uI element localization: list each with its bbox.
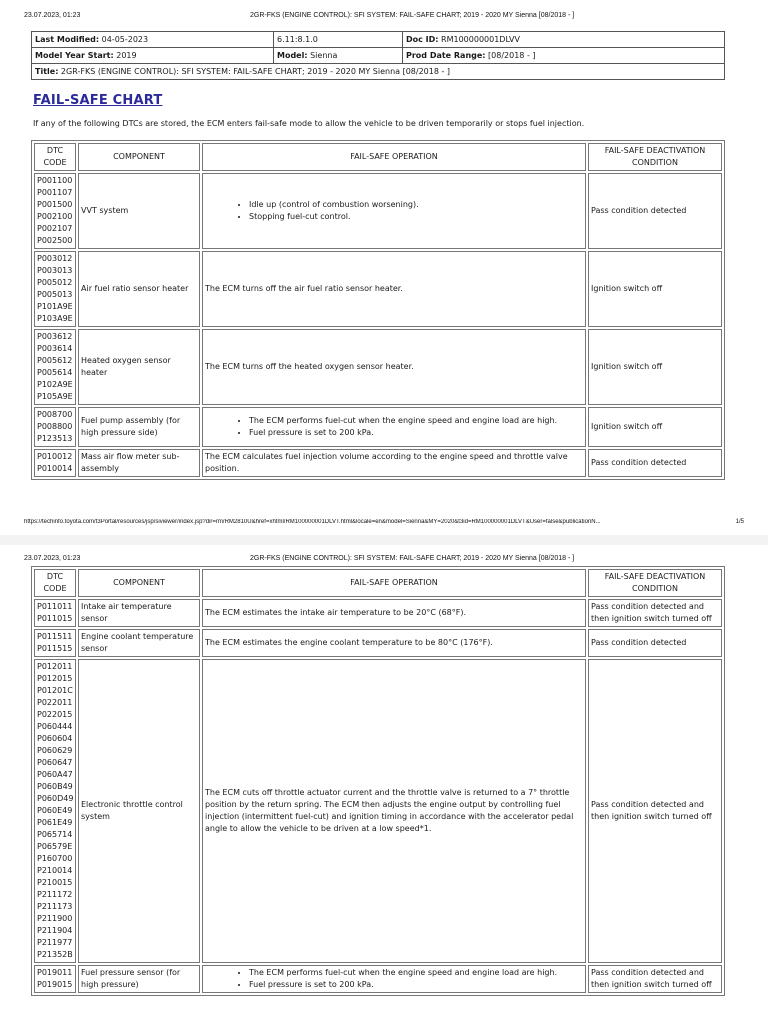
dtc-code: P060604	[37, 734, 73, 743]
condition-cell: Ignition switch off	[588, 251, 722, 327]
column-header: FAIL-SAFE OPERATION	[202, 569, 586, 597]
dtc-code: P010014	[37, 464, 73, 473]
dtc-code: P003013	[37, 266, 73, 275]
operation-list	[205, 967, 583, 991]
version-cell: 6.11:8.1.0	[274, 32, 403, 48]
dtc-code: P060629	[37, 746, 73, 755]
dtc-code: P011511	[37, 632, 73, 641]
dtc-code: P01201C	[37, 686, 73, 695]
dtc-code: P211904	[37, 926, 73, 935]
dtc-code: P008800	[37, 422, 73, 431]
operation-item: • Stopping fuel-cut control.	[249, 211, 583, 223]
condition-cell: Pass condition detected and then ignition switch turned off	[588, 599, 722, 627]
dtc-code: P102A9E	[37, 380, 73, 389]
component-cell: Heated oxygen sensor heater	[78, 329, 200, 405]
dtc-code: P012011	[37, 662, 73, 671]
dtc-code: P003614	[37, 344, 73, 353]
component-cell: Fuel pump assembly (for high pressure side)	[78, 407, 200, 447]
dtc-code: P06579E	[37, 842, 73, 851]
dtc-code: P003612	[37, 332, 73, 341]
component-cell: Mass air flow meter sub-assembly	[78, 449, 200, 477]
table-row	[34, 659, 722, 963]
dtc-code: P008700	[37, 410, 73, 419]
dtc-code: P21352B	[37, 950, 73, 959]
column-header: DTC CODE	[34, 569, 76, 597]
page-2-content	[0, 566, 768, 1024]
dtc-code: P061E49	[37, 818, 73, 827]
dtc-code: P065714	[37, 830, 73, 839]
dtc-code: P160700	[37, 854, 73, 863]
table-row	[34, 173, 722, 249]
table-row	[34, 965, 722, 993]
footer-url[interactable]: https://techinfo.toyota.com/t3Portal/resources/jsp/siviewer/index.jsp?dir=rm/RM2810U&href=xhtml/RM100000001DLVT.html&locale=en&model=Sienna&MY=2020&t3id=RM100000001DLVT&User=false&publicationN...	[24, 519, 601, 525]
dtc-code: P022015	[37, 710, 73, 719]
column-header: FAIL-SAFE OPERATION	[202, 143, 586, 171]
dtc-code: P211173	[37, 902, 73, 911]
dtc-code: P060A47	[37, 770, 73, 779]
dtc-code-cell	[34, 599, 76, 627]
component-cell: Electronic throttle control system	[78, 659, 200, 963]
dtc-code: P019011	[37, 968, 73, 977]
intro-text: If any of the following DTCs are stored, the ECM enters fail-safe mode to allow the vehicle to be driven temporarily or stops fuel injection.	[33, 119, 585, 128]
dtc-code: P060D49	[37, 794, 74, 803]
dtc-code: P060B49	[37, 782, 73, 791]
print-header	[24, 555, 744, 565]
dtc-code: P001107	[37, 188, 73, 197]
component-cell: Fuel pressure sensor (for high pressure)	[78, 965, 200, 993]
title-cell: Title: 2GR-FKS (ENGINE CONTROL): SFI SYSTEM: FAIL-SAFE CHART; 2019 - 2020 MY Sienna [08/2018 - ]	[32, 64, 725, 80]
operation-cell: The ECM turns off the heated oxygen sensor heater.	[202, 329, 586, 405]
table-row	[34, 251, 722, 327]
operation-cell: The ECM estimates the engine coolant temperature to be 80°C (176°F).	[202, 629, 586, 657]
condition-cell: Pass condition detected and then ignition switch turned off	[588, 659, 722, 963]
dtc-code-cell	[34, 251, 76, 327]
dtc-code: P012015	[37, 674, 73, 683]
dtc-code: P003012	[37, 254, 73, 263]
condition-cell: Pass condition detected	[588, 449, 722, 477]
operation-item: • Idle up (control of combustion worsening).	[249, 199, 583, 211]
dtc-code: P060444	[37, 722, 73, 731]
operation-item: • The ECM performs fuel-cut when the engine speed and engine load are high.	[249, 415, 583, 427]
dtc-code: P011515	[37, 644, 73, 653]
table-row	[34, 629, 722, 657]
dtc-code: P060647	[37, 758, 73, 767]
dtc-code: P101A9E	[37, 302, 73, 311]
dtc-code: P005013	[37, 290, 73, 299]
operation-cell	[202, 965, 586, 993]
dtc-code: P005612	[37, 356, 73, 365]
table-row	[34, 449, 722, 477]
dtc-code: P123513	[37, 434, 73, 443]
table-row	[34, 407, 722, 447]
operation-cell: The ECM calculates fuel injection volume according to the engine speed and throttle valve position.	[202, 449, 586, 477]
print-title: 2GR-FKS (ENGINE CONTROL): SFI SYSTEM: FAIL-SAFE CHART; 2019 - 2020 MY Sienna [08/2018 - ]	[250, 12, 575, 19]
component-cell: VVT system	[78, 173, 200, 249]
model-cell: Model: Sienna	[274, 48, 403, 64]
column-header: FAIL-SAFE DEACTIVATION CONDITION	[588, 569, 722, 597]
dtc-code: P005012	[37, 278, 73, 287]
page-title[interactable]: FAIL-SAFE CHART	[33, 93, 163, 108]
condition-cell: Pass condition detected and then ignition switch turned off	[588, 965, 722, 993]
dtc-code: P210014	[37, 866, 73, 875]
column-header: FAIL-SAFE DEACTIVATION CONDITION	[588, 143, 722, 171]
column-header: DTC CODE	[34, 143, 76, 171]
dtc-code: P103A9E	[37, 314, 73, 323]
dtc-code: P011015	[37, 614, 73, 623]
dtc-code: P022011	[37, 698, 73, 707]
operation-list	[205, 199, 583, 223]
table-row	[34, 329, 722, 405]
last-modified-cell: Last Modified: 04-05-2023	[32, 32, 274, 48]
dtc-code: P211900	[37, 914, 73, 923]
dtc-code: P002100	[37, 212, 73, 221]
operation-cell: The ECM estimates the intake air temperature to be 20°C (68°F).	[202, 599, 586, 627]
model-year-cell: Model Year Start: 2019	[32, 48, 274, 64]
dtc-code: P019015	[37, 980, 73, 989]
page-separator	[0, 535, 768, 545]
dtc-code: P001500	[37, 200, 73, 209]
print-title: 2GR-FKS (ENGINE CONTROL): SFI SYSTEM: FAIL-SAFE CHART; 2019 - 2020 MY Sienna [08/2018 - ]	[250, 555, 575, 562]
dtc-code-cell	[34, 659, 76, 963]
dtc-code: P060E49	[37, 806, 73, 815]
operation-item: • The ECM performs fuel-cut when the engine speed and engine load are high.	[249, 967, 583, 979]
fail-safe-table-continued	[31, 566, 725, 996]
prod-range-cell: Prod Date Range: [08/2018 - ]	[403, 48, 725, 64]
operation-item: • Fuel pressure is set to 200 kPa.	[249, 427, 583, 439]
dtc-code: P001100	[37, 176, 73, 185]
dtc-code: P005614	[37, 368, 73, 377]
dtc-code: P210015	[37, 878, 73, 887]
doc-id-cell: Doc ID: RM100000001DLVV	[403, 32, 725, 48]
component-cell: Air fuel ratio sensor heater	[78, 251, 200, 327]
dtc-code: P211172	[37, 890, 73, 899]
column-header: COMPONENT	[78, 143, 200, 171]
dtc-code: P011011	[37, 602, 73, 611]
footer-page-number: 1/5	[735, 519, 744, 525]
operation-item: • Fuel pressure is set to 200 kPa.	[249, 979, 583, 991]
operation-list	[205, 415, 583, 439]
dtc-code-cell	[34, 173, 76, 249]
dtc-code-cell	[34, 965, 76, 993]
condition-cell: Pass condition detected	[588, 629, 722, 657]
condition-cell: Ignition switch off	[588, 329, 722, 405]
dtc-code: P002500	[37, 236, 73, 245]
component-cell: Intake air temperature sensor	[78, 599, 200, 627]
operation-cell: The ECM turns off the air fuel ratio sensor heater.	[202, 251, 586, 327]
print-datetime: 23.07.2023, 01:23	[24, 12, 81, 19]
condition-cell: Ignition switch off	[588, 407, 722, 447]
dtc-code: P105A9E	[37, 392, 73, 401]
dtc-code-cell	[34, 329, 76, 405]
fail-safe-table	[31, 140, 725, 480]
dtc-code: P010012	[37, 452, 73, 461]
operation-cell	[202, 407, 586, 447]
print-header	[24, 12, 744, 22]
condition-cell: Pass condition detected	[588, 173, 722, 249]
print-datetime: 23.07.2023, 01:23	[24, 555, 81, 562]
dtc-code-cell	[34, 629, 76, 657]
dtc-code-cell	[34, 449, 76, 477]
document-meta-table	[31, 31, 725, 80]
dtc-code-cell	[34, 407, 76, 447]
column-header: COMPONENT	[78, 569, 200, 597]
operation-cell	[202, 173, 586, 249]
component-cell: Engine coolant temperature sensor	[78, 629, 200, 657]
operation-cell: The ECM cuts off throttle actuator current and the throttle valve is returned to a 7° throttle position by the return spring. The ECM then adjusts the engine output by controlling fuel injection (intermittent fuel-cut) and ignition timing in accordance with the accelerator pedal angle to allow the vehicle to be driven at a low speed*1.	[202, 659, 586, 963]
dtc-code: P211977	[37, 938, 73, 947]
table-row	[34, 599, 722, 627]
dtc-code: P002107	[37, 224, 73, 233]
